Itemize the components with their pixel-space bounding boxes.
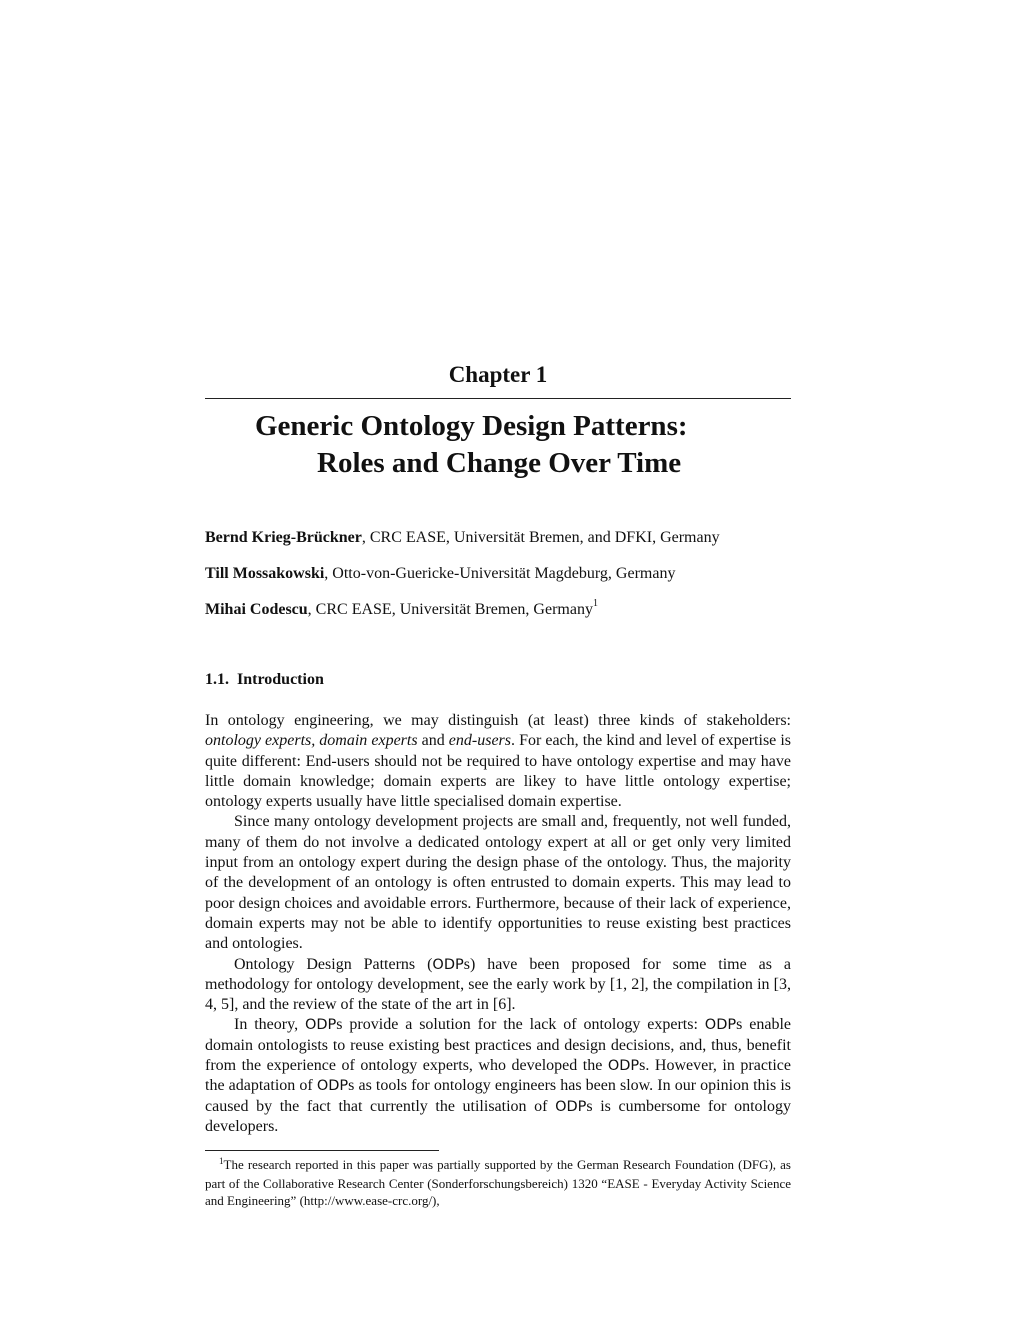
emphasis-text: end-users [448,732,512,750]
title-line-1: Generic Ontology Design Patterns: [255,410,688,442]
footnote-rule [205,1150,439,1151]
paragraph-text: s) have been proposed for some time as a methodology for ontology development, see the early work by [1, 2], the compilation in [3, 4, 5], and the review of the state of the art in [6]. [205,955,791,1014]
paragraph-text: s. However, in practice the adaptation of [205,1057,792,1095]
paragraph-text: Ontology Design Patterns ( [234,955,433,973]
paragraph-text: In ontology engineering, we may distinguish (at least) three kinds of stakeholders: [205,712,791,729]
paragraph-text: s is cumbersome for ontology developers. [205,1097,792,1135]
author-affiliation: , CRC EASE, Universität Bremen, and DFKI, Germany [361,529,720,546]
author-name: Mihai Codescu [205,601,308,618]
paragraph [205,711,791,812]
odp-acronym: ODP [607,1058,640,1075]
section-body [205,711,791,1137]
paper-title [205,408,791,482]
section-title: Introduction [237,671,324,688]
title-line-2: Roles and Change Over Time [317,447,682,479]
paragraph-text: and [417,732,449,750]
odp-acronym: ODP [432,956,464,973]
footnote-marker: 1 [592,597,598,609]
paragraph: Since many ontology development projects are small and, frequently, not well funded, many of them do not involve a dedicated ontology expert at all or get only very limited input from an ontology expert during the design phase of the ontology. Thus, the majority of the development of an ontology is often entrusted to domain experts. This may lead to poor design choices and avoidable errors. Furthermore, because of their lack of experience, domain experts may not be able to identify opportunities to reuse existing best practices and ontologies. [205,813,791,953]
paragraph-text: In theory, [234,1016,305,1034]
author-entry [205,528,791,564]
author-list [205,528,791,636]
paragraph [205,1015,791,1137]
paragraph-text: s enable domain ontologists to reuse existing best practices and design decisions, and, thus, benefit from the experience of ontology experts, who developed the [205,1016,792,1075]
author-entry [205,597,791,636]
author-name: Bernd Krieg-Brückner [205,529,362,546]
paragraph-text: s provide a solution for the lack of ontology experts: [336,1016,705,1034]
odp-acronym: ODP [555,1098,587,1115]
footnote-text: The research reported in this paper was partially supported by the German Research Foundation (DFG), as part of the Collaborative Research Center (Sonderforschungsbereich) 1320 “EASE - Everyday Activity Science and Engineering” (http://www.ease-crc.org/), [205,1157,791,1208]
author-name: Till Mossakowski [205,565,325,582]
footnote [205,1156,791,1209]
odp-acronym: ODP [704,1017,737,1034]
paragraph-text: s as tools for ontology engineers has been slow. In our opinion this is caused by the fact that currently the utilisation of [205,1077,792,1115]
odp-acronym: ODP [304,1017,337,1034]
author-entry [205,564,791,600]
author-affiliation: , CRC EASE, Universität Bremen, Germany [307,601,593,618]
author-affiliation: , Otto-von-Guericke-Universität Magdeburg, Germany [324,565,676,582]
section-heading [205,670,324,690]
footnote-mark: 1 [219,1156,224,1166]
chapter-rule [205,398,791,399]
paragraph-text: . For each, the kind and level of expertise is quite different: End-users should not be required to have ontology expertise and may have little domain knowledge; domain experts are likey to have little ontology expertise; ontology experts usually have little specialised domain expertise. [205,732,791,811]
chapter-label: Chapter 1 [448,362,548,387]
emphasis-text: ontology experts, domain experts [205,732,418,750]
odp-acronym: ODP [316,1078,349,1095]
paragraph [205,955,791,1016]
section-number: 1.1. [205,671,229,688]
